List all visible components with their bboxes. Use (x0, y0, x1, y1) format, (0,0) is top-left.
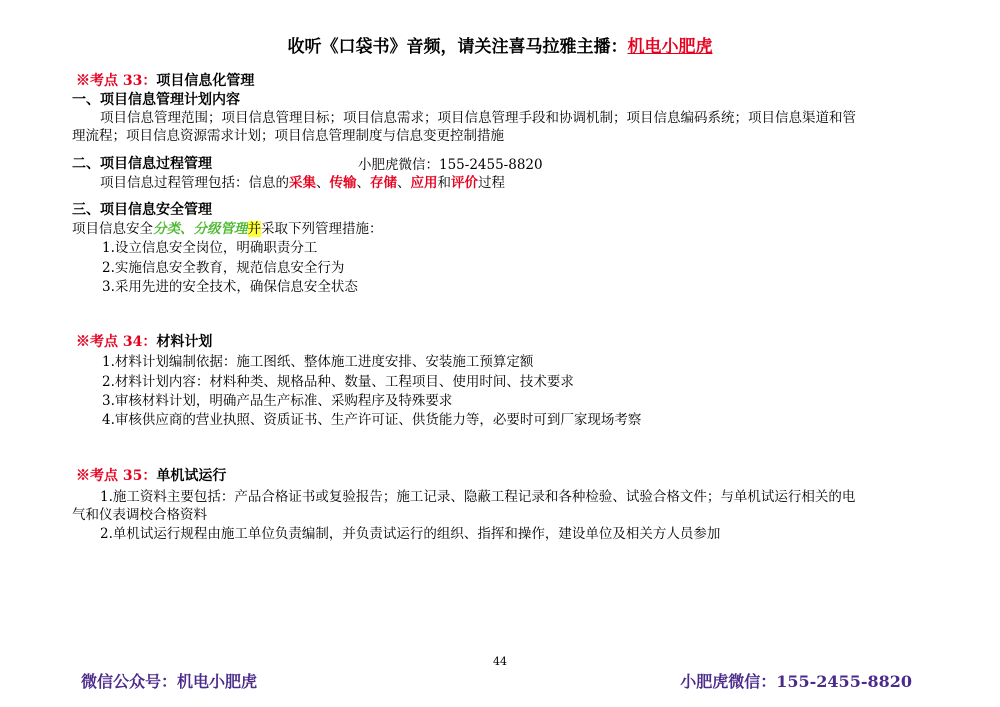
keyword-store: 存储 (370, 175, 397, 191)
list-item: 4.审核供应商的营业执照、资质证书、生产许可证、供货能力等，必要时可到厂家现场考察 (102, 412, 642, 428)
kd35-mark: ※考点 35： (76, 468, 157, 484)
kd33-s2-sep2: 、 (356, 175, 370, 191)
kd33-s2-sep1: 、 (316, 175, 330, 191)
list-item: 2.材料计划内容：材料种类、规格品种、数量、工程项目、使用时间、技术要求 (102, 374, 574, 390)
list-item: 2.实施信息安全教育，规范信息安全行为 (102, 260, 345, 276)
kd34-title-text: 材料计划 (156, 334, 213, 350)
kd35-item1-line1: 1.施工资料主要包括：产品合格证书或复验报告；施工记录、隐蔽工程记录和各种检验、试验合格文件；与单机试运行相关的电 (100, 489, 856, 505)
kd33-s2-wechat: 小肥虎微信：155-2455-8820 (358, 157, 543, 173)
section-kd35-title (76, 465, 226, 485)
kd33-s2-sep3: 、 (397, 175, 411, 191)
keyword-collect: 采集 (289, 175, 316, 191)
footer-wechat-account: 微信公众号：机电小肥虎 (81, 672, 258, 691)
footer-wechat-contact: 小肥虎微信：155-2455-8820 (680, 672, 912, 691)
page-number: 44 (493, 655, 507, 668)
keyword-grade-manage: 分级管理 (193, 221, 248, 237)
kd33-s2-suffix: 过程 (478, 175, 505, 191)
kd33-s3-gsep: 、 (180, 221, 194, 237)
list-item: 1.设立信息安全岗位，明确职责分工 (102, 240, 318, 256)
kd34-mark: ※考点 34： (76, 334, 157, 350)
list-item: 3.采用先进的安全技术，确保信息安全状态 (102, 279, 358, 295)
kd33-s3-intro-suffix: 采取下列管理措施： (261, 221, 383, 237)
list-item: 1.材料计划编制依据：施工图纸、整体施工进度安排、安装施工预算定额 (102, 354, 534, 370)
page-header (0, 32, 1000, 57)
kd35-item1-line2: 气和仪表调校合格资料 (72, 507, 207, 523)
kd33-s2-line (100, 171, 505, 191)
kd33-s2-heading: 二、项目信息过程管理 (72, 156, 212, 172)
kd33-s1-line2: 理流程；项目信息资源需求计划；项目信息管理制度与信息变更控制措施 (72, 128, 504, 144)
kd33-s2-sep4: 和 (437, 175, 451, 191)
header-text: 收听《口袋书》音频，请关注喜马拉雅主播： (287, 37, 628, 57)
section-kd33-title (76, 70, 254, 90)
keyword-classify: 分类 (153, 221, 180, 237)
kd33-mark: ※考点 33： (76, 73, 157, 89)
kd33-s1-heading: 一、项目信息管理计划内容 (72, 92, 240, 108)
keyword-evaluate: 评价 (451, 175, 478, 191)
kd33-s3-intro-prefix: 项目信息安全 (72, 221, 153, 237)
kd33-s3-intro (72, 217, 383, 237)
kd35-item2: 2.单机试运行规程由施工单位负责编制，并负责试运行的组织、指挥和操作，建设单位及相关方人员参加 (100, 526, 721, 542)
kd33-s1-line1: 项目信息管理范围；项目信息管理目标；项目信息需求；项目信息管理手段和协调机制；项目信息编码系统；项目信息渠道和管 (100, 110, 856, 126)
anchor-name-link[interactable]: 机电小肥虎 (627, 37, 713, 57)
list-item: 3.审核材料计划，明确产品生产标准、采购程序及特殊要求 (102, 393, 453, 409)
section-kd34-title (76, 331, 212, 351)
kd33-s2-prefix: 项目信息过程管理包括：信息的 (100, 175, 289, 191)
highlighted-char: 并 (247, 221, 261, 237)
kd33-title-text: 项目信息化管理 (156, 73, 255, 89)
keyword-transmit: 传输 (329, 175, 357, 191)
kd35-title-text: 单机试运行 (156, 468, 227, 484)
keyword-apply: 应用 (410, 175, 438, 191)
kd33-s3-heading: 三、项目信息安全管理 (72, 202, 212, 218)
